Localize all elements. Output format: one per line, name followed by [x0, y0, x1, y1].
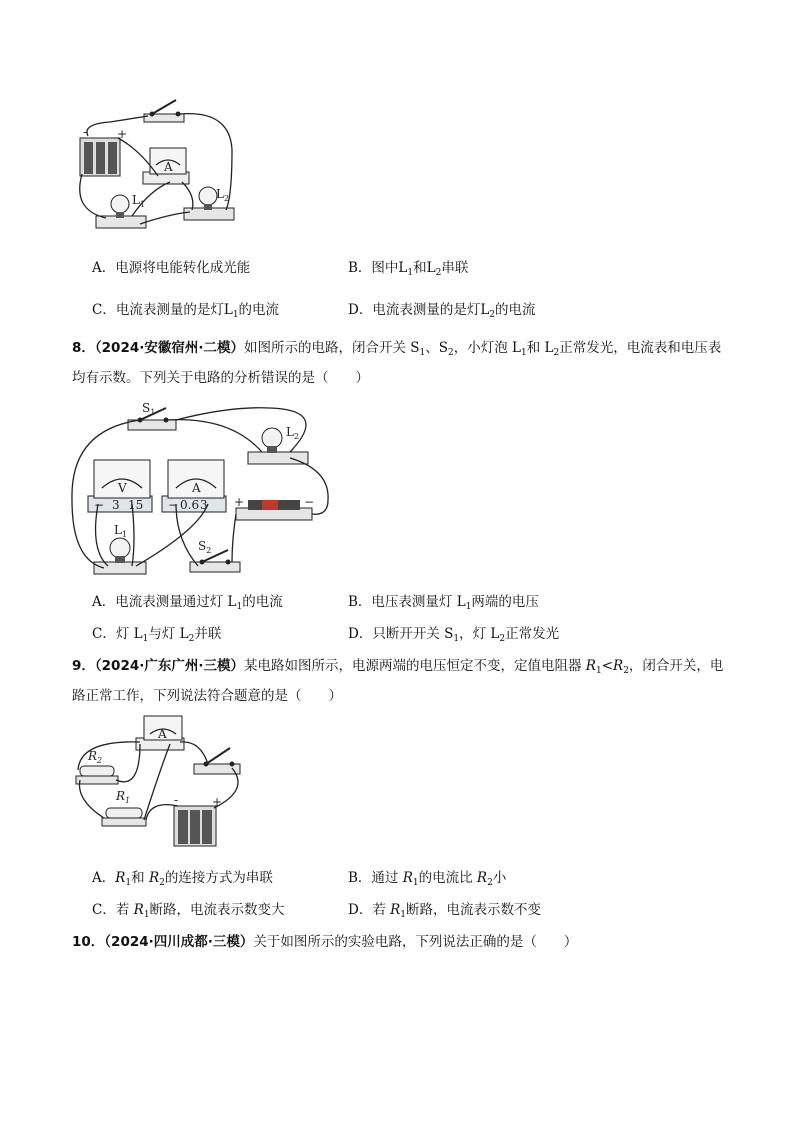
- resistor-r2-icon: [76, 749, 118, 784]
- option-text: 串联: [441, 260, 469, 276]
- stem-text: ，小灯泡 L: [453, 340, 522, 356]
- battery-neg-label: −: [304, 495, 315, 509]
- subscript: 1: [125, 878, 132, 888]
- option-text: 并联: [194, 626, 222, 642]
- option-text: 断路，电流表示数不变: [406, 902, 542, 918]
- l1-label: L: [114, 523, 122, 537]
- option-text: L: [480, 302, 490, 318]
- option-text: 小: [492, 870, 507, 886]
- option-letter: B．: [348, 260, 372, 276]
- option-text: 的连接方式为串联: [164, 870, 273, 886]
- option-letter: D．: [348, 902, 373, 918]
- s2-label-sub: 2: [206, 546, 212, 555]
- battery-pos-label: +: [117, 127, 128, 141]
- voltmeter-neg: −: [94, 498, 105, 512]
- subscript: 1: [419, 348, 426, 358]
- resistor-r1-icon: [102, 789, 146, 826]
- option-text: 两端的电压: [471, 594, 539, 610]
- svg-text:R1: [115, 789, 130, 805]
- option-text: L: [426, 260, 436, 276]
- q10-stem: [72, 930, 577, 950]
- stem-text: R: [613, 658, 624, 674]
- option-text: 电流表测量通过灯 L: [115, 594, 237, 610]
- option-text: 通过: [371, 870, 403, 886]
- subscript: 2: [435, 268, 442, 278]
- option-text: R: [115, 870, 126, 886]
- l1-label-sub: 1: [121, 530, 128, 539]
- ammeter-label: A: [158, 727, 167, 741]
- r1-label: R: [116, 789, 126, 803]
- question-source: （2024·安徽宿州·二模）: [94, 340, 244, 356]
- option-letter: A．: [92, 260, 116, 276]
- voltmeter-label: V: [118, 481, 127, 495]
- option-text: 的电流: [495, 302, 536, 318]
- option-text: R: [476, 870, 488, 886]
- subscript: 1: [142, 634, 149, 644]
- ammeter-term1: 0.6: [180, 498, 200, 512]
- option-letter: C．: [92, 302, 116, 318]
- option-text: 电流表测量的是灯: [115, 302, 224, 318]
- stem-text: <: [601, 658, 614, 674]
- option-text: R: [133, 902, 144, 918]
- subscript: 1: [236, 602, 243, 612]
- l2-label: L: [216, 187, 224, 201]
- voltmeter-term1: 3: [112, 498, 120, 512]
- r1-label-sub: 1: [125, 796, 131, 805]
- question-number: 8．: [72, 340, 95, 356]
- option-text: 电压表测量灯 L: [371, 594, 466, 610]
- stem-text: 某电路如图所示，电源两端的电压恒定不变，定值电阻器: [244, 658, 586, 674]
- battery-neg-label: -: [83, 125, 88, 139]
- subscript: 1: [407, 268, 414, 278]
- subscript: 1: [232, 310, 239, 320]
- battery-icon: [174, 793, 222, 846]
- subscript: 2: [553, 348, 560, 358]
- q9-option-b[interactable]: [348, 866, 506, 888]
- option-letter: C．: [92, 626, 116, 642]
- option-text: 的电流比: [418, 870, 477, 886]
- stem-text: R: [585, 658, 596, 674]
- subscript: 1: [143, 910, 150, 920]
- s2-label: S: [198, 539, 207, 553]
- battery-pos-label: +: [212, 795, 223, 809]
- option-letter: D．: [348, 626, 373, 642]
- subscript: 1: [521, 348, 527, 358]
- voltmeter-term2: 15: [128, 498, 144, 512]
- option-text: 正常发光: [505, 626, 560, 642]
- option-letter: D．: [348, 302, 373, 318]
- ammeter-term2: 3: [200, 498, 208, 512]
- option-text: 只断开开关 S: [372, 626, 454, 642]
- ammeter-icon: [136, 716, 184, 750]
- subscript: 1: [465, 602, 472, 612]
- option-text: 电流表测量的是灯: [372, 302, 481, 318]
- option-text: ，灯 L: [459, 626, 500, 642]
- option-text: 电源将电能转化成光能: [115, 260, 251, 276]
- stem-text: 正常发光，电流表和电压表: [559, 340, 722, 356]
- stem-text: 关于如图所示的实验电路，下列说法正确的是（ ）: [253, 934, 578, 950]
- q8-stem-line2: 均有示数。下列关于电路的分析错误的是（ ）: [72, 370, 369, 386]
- question-number: 9．: [72, 658, 95, 674]
- option-letter: B．: [348, 870, 372, 886]
- subscript: 1: [400, 910, 407, 920]
- option-text: 灯 L: [115, 626, 143, 642]
- subscript: 2: [499, 634, 506, 644]
- r2-label: R: [88, 749, 98, 763]
- r2-label-sub: 2: [97, 756, 103, 765]
- option-text: 的电流: [238, 302, 280, 318]
- option-letter: A．: [92, 594, 116, 610]
- option-text: R: [148, 870, 160, 886]
- q9-option-a[interactable]: [92, 866, 273, 888]
- question-source: （2024·广东广州·三模）: [94, 658, 244, 674]
- option-text: 和: [413, 260, 427, 276]
- subscript: 1: [595, 666, 602, 676]
- l1-label: L: [132, 193, 140, 207]
- battery-pos-label: +: [234, 495, 245, 509]
- subscript: 2: [623, 666, 629, 676]
- subscript: 2: [487, 878, 493, 888]
- battery-neg-label: -: [174, 793, 179, 807]
- q9-stem-line2: 路正常工作，下列说法符合题意的是（ ）: [72, 688, 342, 704]
- option-text: R: [390, 902, 401, 918]
- s1-label-sub: 1: [150, 408, 156, 417]
- option-text: 断路，电流表示数变大: [149, 902, 285, 918]
- subscript: 2: [159, 878, 165, 888]
- question-source: （2024·四川成都·三模）: [104, 934, 254, 950]
- q9-option-c[interactable]: [92, 898, 285, 920]
- l1-label-sub: 1: [139, 200, 146, 209]
- subscript: 2: [448, 348, 454, 358]
- option-text: 图中: [371, 260, 399, 276]
- option-text: 和: [131, 870, 149, 886]
- option-text: L: [398, 260, 408, 276]
- option-letter: C．: [92, 902, 116, 918]
- q9-option-d[interactable]: [348, 898, 541, 920]
- option-letter: B．: [348, 594, 372, 610]
- question-number: 10．: [72, 934, 105, 950]
- option-text: 与灯 L: [148, 626, 189, 642]
- ammeter-label: A: [164, 160, 173, 174]
- option-text: 若: [115, 902, 134, 918]
- stem-text: 如图所示的电路，闭合开关 S: [244, 340, 420, 356]
- option-text: 的电流: [242, 594, 283, 610]
- l2-label: L: [286, 425, 294, 439]
- option-text: R: [402, 870, 413, 886]
- subscript: 1: [453, 634, 460, 644]
- l2-label-sub: 2: [223, 194, 230, 203]
- l2-label-sub: 2: [293, 432, 300, 441]
- stem-text: ，闭合开关，电: [628, 658, 724, 674]
- subscript: 2: [489, 310, 496, 320]
- stem-text: 、S: [425, 340, 449, 356]
- option-text: L: [223, 302, 233, 318]
- subscript: 1: [412, 878, 419, 888]
- option-letter: A．: [92, 870, 116, 886]
- subscript: 2: [188, 634, 195, 644]
- stem-text: 和 L: [526, 340, 554, 356]
- option-text: 若: [372, 902, 391, 918]
- s1-label: S: [142, 401, 151, 415]
- ammeter-neg: −: [168, 498, 179, 512]
- ammeter-label: A: [192, 481, 201, 495]
